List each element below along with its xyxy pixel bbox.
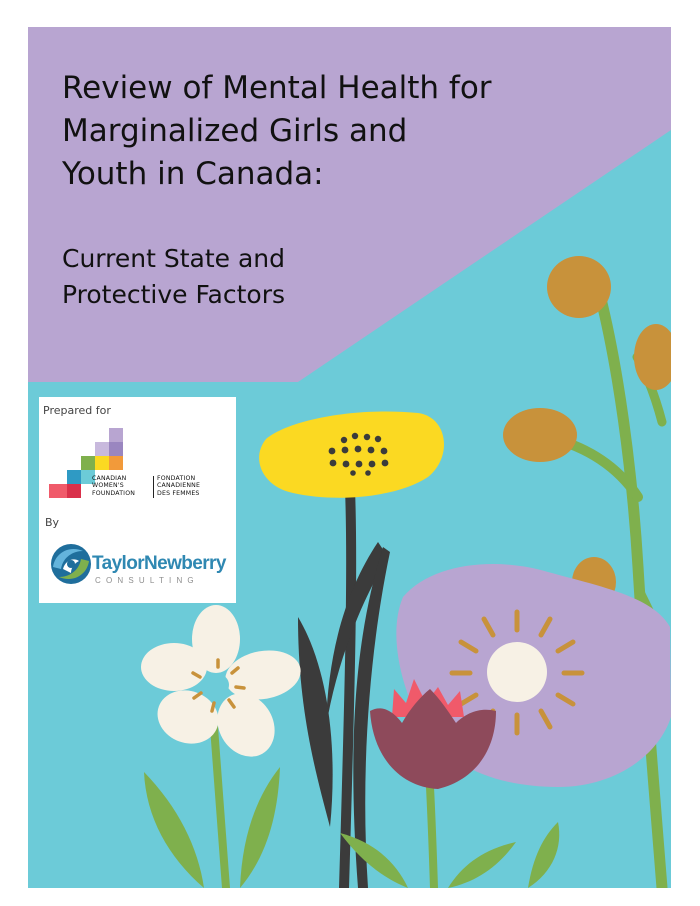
report-title-line: Youth in Canada: [62,156,324,192]
credits-box [39,397,236,603]
client-name-line: CANADIENNE [157,482,201,490]
consultant-tagline: CONSULTING [95,576,199,585]
report-subtitle [62,241,482,313]
client-name-line: FOUNDATION [92,489,136,497]
client-name-divider [153,476,154,498]
report-cover [28,27,671,888]
consultant-name: TaylorNewberry [92,553,226,574]
client-name-english [92,475,135,497]
report-subtitle-line: Current State and [62,244,285,273]
client-name-french [157,475,200,497]
report-title [62,67,622,196]
report-subtitle-line: Protective Factors [62,280,286,309]
client-name-line: CANADIAN [92,475,127,482]
by-label: By [45,516,60,529]
prepared-for-label: Prepared for [43,404,111,417]
report-title-line: Marginalized Girls and [62,113,408,149]
client-name-line: FONDATION [157,475,196,482]
taylor-newberry-swirl-logo-icon [49,541,93,587]
client-name-line: WOMEN'S [92,482,124,490]
report-title-line: Review of Mental Health for [62,70,492,106]
client-name-line: DES FEMMES [157,489,200,497]
